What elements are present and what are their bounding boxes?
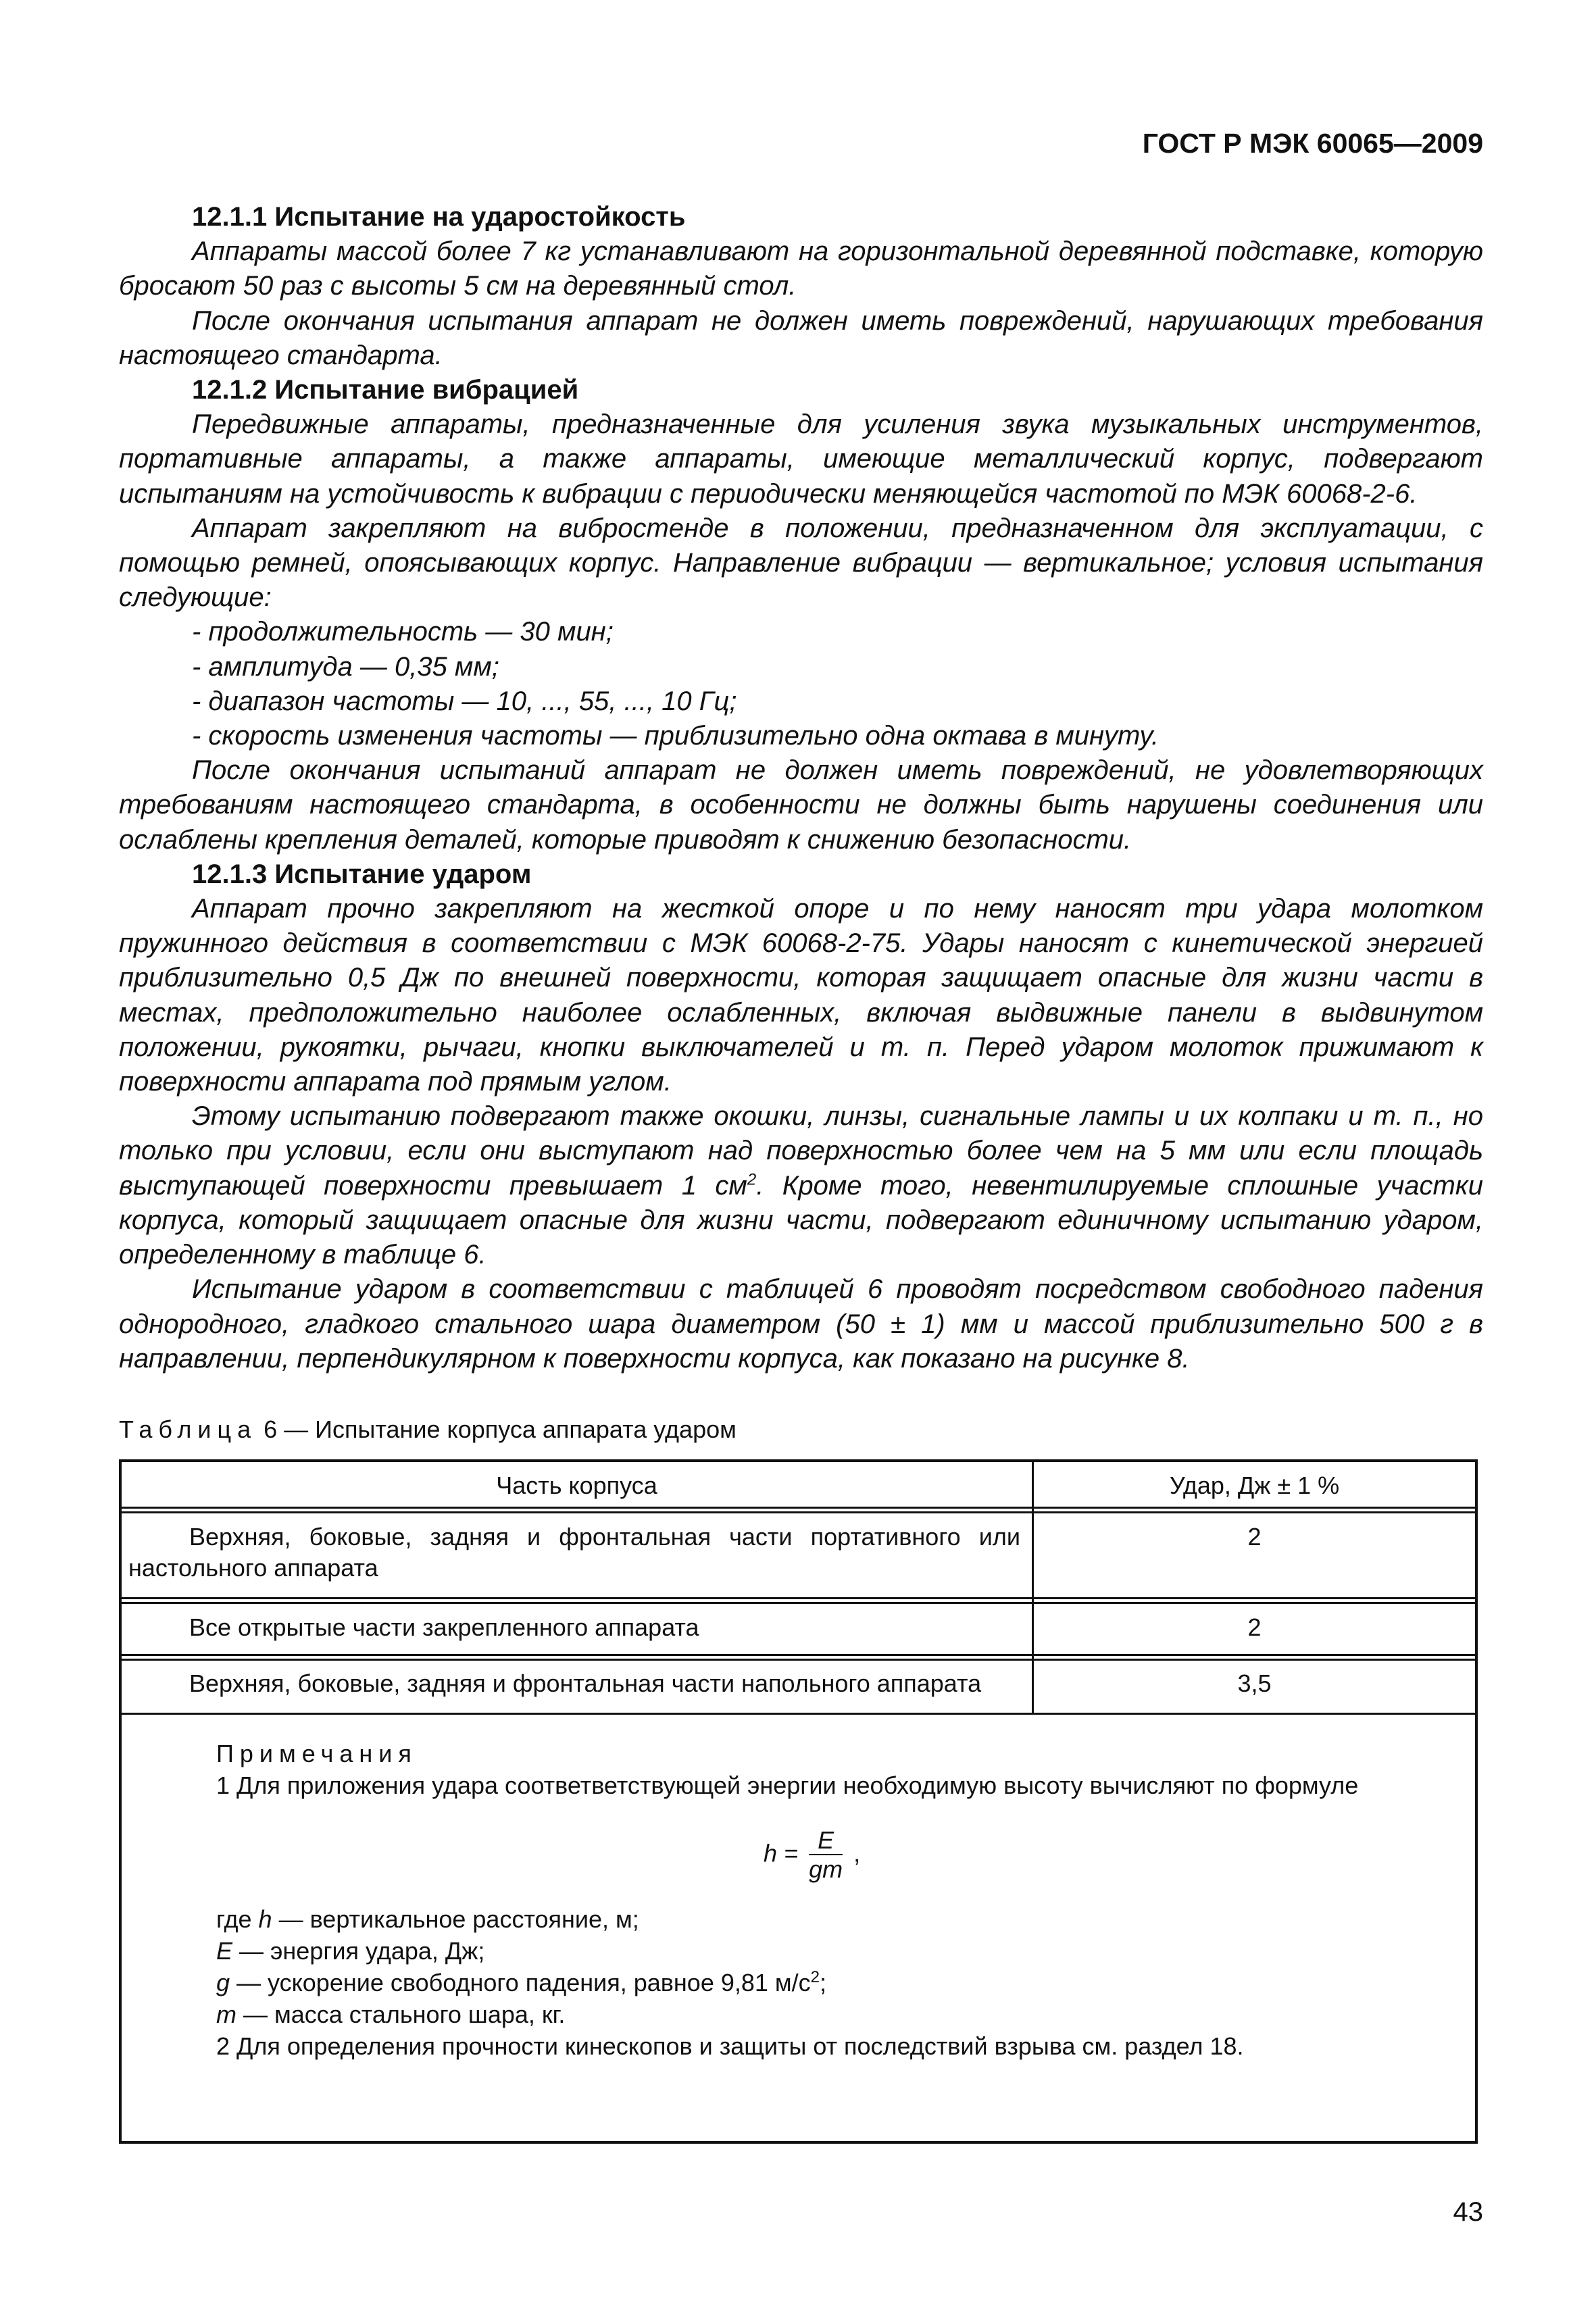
definition-m	[216, 1998, 1426, 2030]
section-heading-12-1-1: 12.1.1 Испытание на ударостойкость	[192, 202, 686, 232]
table-row-part: Все открытые части закрепленного аппарата	[189, 1613, 699, 1641]
header-divider	[122, 1507, 1475, 1509]
list-item: - амплитуда — 0,35 мм;	[192, 651, 499, 682]
table-row-part: Верхняя, боковые, задняя и фронтальная части напольного аппарата	[189, 1669, 982, 1697]
symbol: h	[258, 1905, 272, 1933]
page-number: 43	[1453, 2197, 1483, 2227]
symbol: m	[216, 2001, 236, 2028]
caption-label: Таблица	[119, 1415, 257, 1443]
formula-tail: ,	[853, 1839, 861, 1867]
table-row-value: 3,5	[1237, 1669, 1272, 1697]
formula-fraction	[809, 1827, 843, 1884]
height-formula	[764, 1827, 860, 1884]
paragraph: Передвижные аппараты, предназначенные для усиления звука музыкальных инструментов, портативные аппараты, а также аппараты, имеющие металлический корпус, подвергают испытаниям на устойчивость к вибрации с периодически меняющейся частотой по МЭК 60068-2-6.	[119, 409, 1483, 509]
table-row-value: 2	[1247, 1523, 1262, 1551]
table-row-part: Верхняя, боковые, задняя и фронтальная части портативного или настольного аппарата	[128, 1523, 1020, 1582]
paragraph: Испытание ударом в соответствии с таблицей 6 проводят посредством свободного падения однородного, гладкого стального шара диаметром (50 ± 1) мм и массой приблизительно 500 г в направлении, перпендикулярном к поверхности корпуса, как показано на рисунке 8.	[119, 1274, 1483, 1374]
notes-title: Примечания	[216, 1740, 418, 1767]
table-row-value: 2	[1247, 1613, 1262, 1641]
paragraph	[119, 1099, 1483, 1272]
symbol: g	[216, 1969, 230, 1996]
superscript: 2	[810, 1968, 820, 1986]
definition-h: где h — вертикальное расстояние, м;	[216, 1905, 639, 1933]
definition-e	[216, 1935, 1426, 1967]
text-run: Этому испытанию подвергают также окошки, линзы, сигнальные лампы и их колпаки и т. п., но только при условии, если они выступают над поверхностью более чем на 5 мм или если площадь выступающей поверхности превышает 1 см	[119, 1101, 1483, 1201]
notes-divider	[122, 1713, 1475, 1715]
definition-text: — масса стального шара, кг.	[236, 2001, 566, 2028]
column-header-impact: Удар, Дж ± 1 %	[1169, 1472, 1340, 1499]
body-text	[119, 200, 1483, 1376]
standard-header: ГОСТ Р МЭК 60065—2009	[1142, 128, 1483, 159]
definition-g	[216, 1967, 1426, 1998]
list-item: - продолжительность — 30 мин;	[192, 617, 614, 647]
note-1: 1 Для приложения удара соответветствующей энергии необходимую высоту вычисляют по формуле	[216, 1771, 1359, 1799]
variable-definitions	[216, 1903, 1426, 2062]
table-notes	[216, 1738, 1426, 1801]
list-item: - диапазон частоты — 10, ..., 55, ..., 10 Гц;	[192, 686, 737, 716]
text-run: . Кроме того, невентилируемые сплошные участки корпуса, который защищает опасные для жизни части, подвергают единичному испытанию ударом, определенному в таблице 6.	[119, 1170, 1484, 1270]
paragraph: Аппарат закрепляют на вибростенде в положении, предназначенном для эксплуатации, с помощью ремней, опоясывающих корпус. Направление вибрации — вертикальное; условия испытания следующие:	[119, 513, 1483, 613]
definition-text: — ускорение свободного падения, равное 9,81 м/с	[230, 1969, 811, 1996]
paragraph: После окончания испытаний аппарат не должен иметь повреждений, не удовлетворяющих требованиям настоящего стандарта, в особенности не должны быть нарушены соединения или ослаблены крепления деталей, которые приводят к снижению безопасности.	[119, 755, 1483, 855]
note-2: 2 Для определения прочности кинескопов и защиты от последствий взрыва см. раздел 18.	[216, 2032, 1244, 2060]
formula-denominator: gm	[809, 1855, 843, 1883]
caption-text: 6 — Испытание корпуса аппарата ударом	[257, 1415, 737, 1443]
definition-end: ;	[820, 1969, 827, 1996]
section-heading-12-1-3: 12.1.3 Испытание ударом	[192, 859, 532, 889]
symbol: E	[216, 1937, 233, 1965]
paragraph: Аппарат прочно закрепляют на жесткой опоре и по нему наносят три удара молотком пружинного действия в соответствии с МЭК 60068-2-75. Удары наносят с кинетической энергией приблизительно 0,5 Дж по внешней поверхности, которая защищает опасные для жизни части в местах, предположительно наиболее ослабленных, включая выдвижные панели в выдвинутом положении, рукоятки, рычаги, кнопки выключателей и т. п. Перед ударом молоток прижимают к поверхности аппарата под прямым углом.	[119, 894, 1483, 1097]
row-divider	[122, 1654, 1475, 1656]
section-heading-12-1-2: 12.1.2 Испытание вибрацией	[192, 375, 579, 405]
table-caption	[119, 1415, 737, 1444]
column-header-part: Часть корпуса	[496, 1472, 657, 1499]
definition-text: — вертикальное расстояние, м;	[272, 1905, 639, 1933]
superscript: 2	[747, 1170, 757, 1189]
paragraph: Аппараты массой более 7 кг устанавливают на горизонтальной деревянной подставке, которую бросают 50 раз с высоты 5 см на деревянный стол.	[119, 236, 1483, 301]
formula-lhs: h =	[764, 1839, 799, 1867]
list-item: - скорость изменения частоты — приблизительно одна октава в минуту.	[192, 721, 1159, 751]
paragraph: После окончания испытания аппарат не должен иметь повреждений, нарушающих требования настоящего стандарта.	[119, 305, 1483, 370]
formula-numerator: E	[809, 1827, 843, 1855]
definition-text: — энергия удара, Дж;	[232, 1937, 485, 1965]
impact-table	[119, 1459, 1478, 2144]
row-divider	[122, 1597, 1475, 1599]
